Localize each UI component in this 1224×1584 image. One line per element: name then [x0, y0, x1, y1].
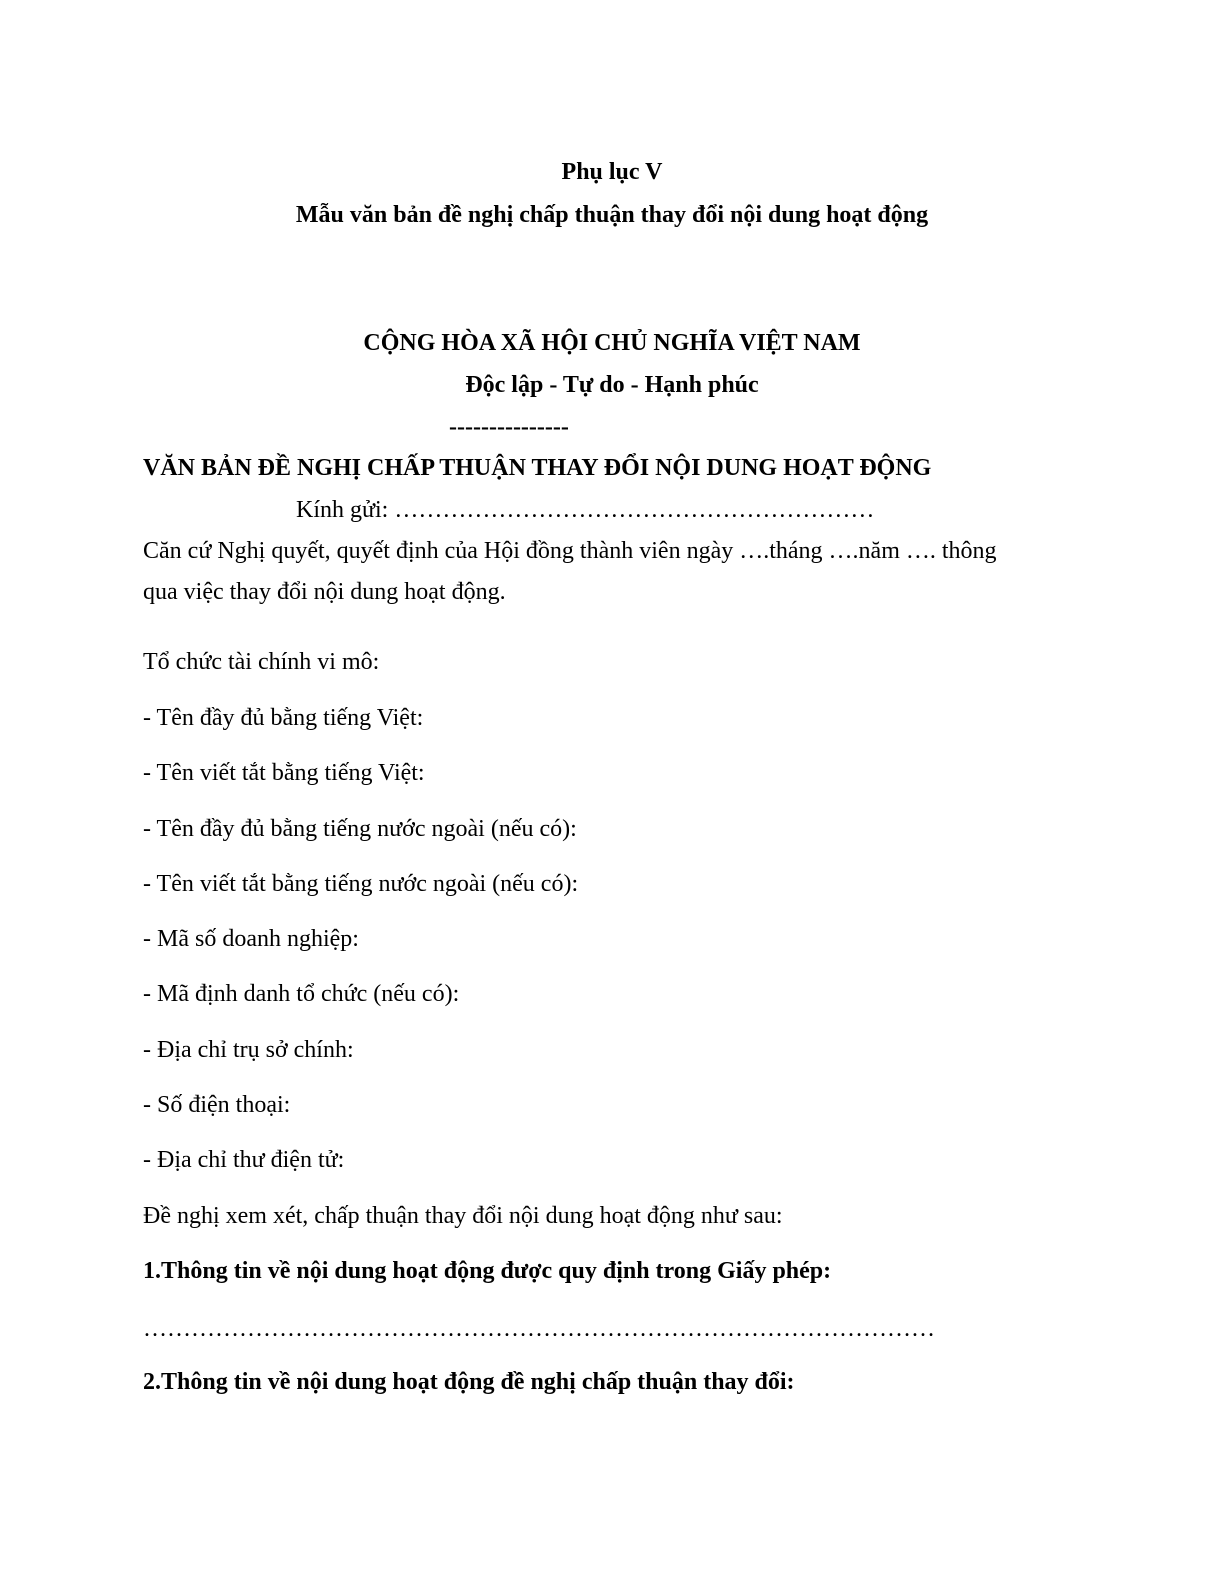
appendix-subtitle: Mẫu văn bản đề nghị chấp thuận thay đổi nội dung hoạt động: [295, 202, 929, 228]
basis-line-2: qua việc thay đổi nội dung hoạt động.: [143, 579, 506, 605]
header-separator: ---------------: [449, 414, 569, 440]
appendix-label: Phụ lục V: [561, 159, 663, 185]
document-title: VĂN BẢN ĐỀ NGHỊ CHẤP THUẬN THAY ĐỔI NỘI DUNG HOẠT ĐỘNG: [143, 455, 932, 481]
field-email: - Địa chỉ thư điện tử:: [143, 1147, 345, 1174]
field-short-name-vi: - Tên viết tắt bằng tiếng Việt:: [143, 760, 425, 787]
field-enterprise-code: - Mã số doanh nghiệp:: [143, 926, 359, 953]
org-heading: Tổ chức tài chính vi mô:: [143, 649, 380, 675]
national-motto: Độc lập - Tự do - Hạnh phúc: [465, 372, 759, 398]
section-1-title: 1.Thông tin về nội dung hoạt động được quy định trong Giấy phép:: [143, 1258, 832, 1284]
request-line: Đề nghị xem xét, chấp thuận thay đổi nội dung hoạt động như sau:: [143, 1203, 783, 1229]
org-fields-list: [143, 703, 578, 1201]
field-head-office-address: - Địa chỉ trụ sở chính:: [143, 1036, 354, 1063]
country-name: CỘNG HÒA XÃ HỘI CHỦ NGHĨA VIỆT NAM: [363, 330, 861, 356]
field-org-id: - Mã định danh tổ chức (nếu có):: [143, 981, 460, 1008]
field-phone: - Số điện thoại:: [143, 1092, 291, 1119]
field-short-name-foreign: - Tên viết tắt bằng tiếng nước ngoài (nếu có):: [143, 870, 579, 897]
recipient-line: Kính gửi: ……………………………………………………: [296, 497, 875, 523]
field-full-name-foreign: - Tên đầy đủ bằng tiếng nước ngoài (nếu có):: [143, 815, 577, 842]
section-1-dots: ………………………………………………………………………………………: [143, 1316, 935, 1342]
field-full-name-vi: - Tên đầy đủ bằng tiếng Việt:: [143, 705, 424, 731]
basis-line-1: Căn cứ Nghị quyết, quyết định của Hội đồng thành viên ngày ….tháng ….năm …. thông: [143, 538, 997, 564]
section-2-title: 2.Thông tin về nội dung hoạt động đề nghị chấp thuận thay đổi:: [143, 1369, 795, 1395]
